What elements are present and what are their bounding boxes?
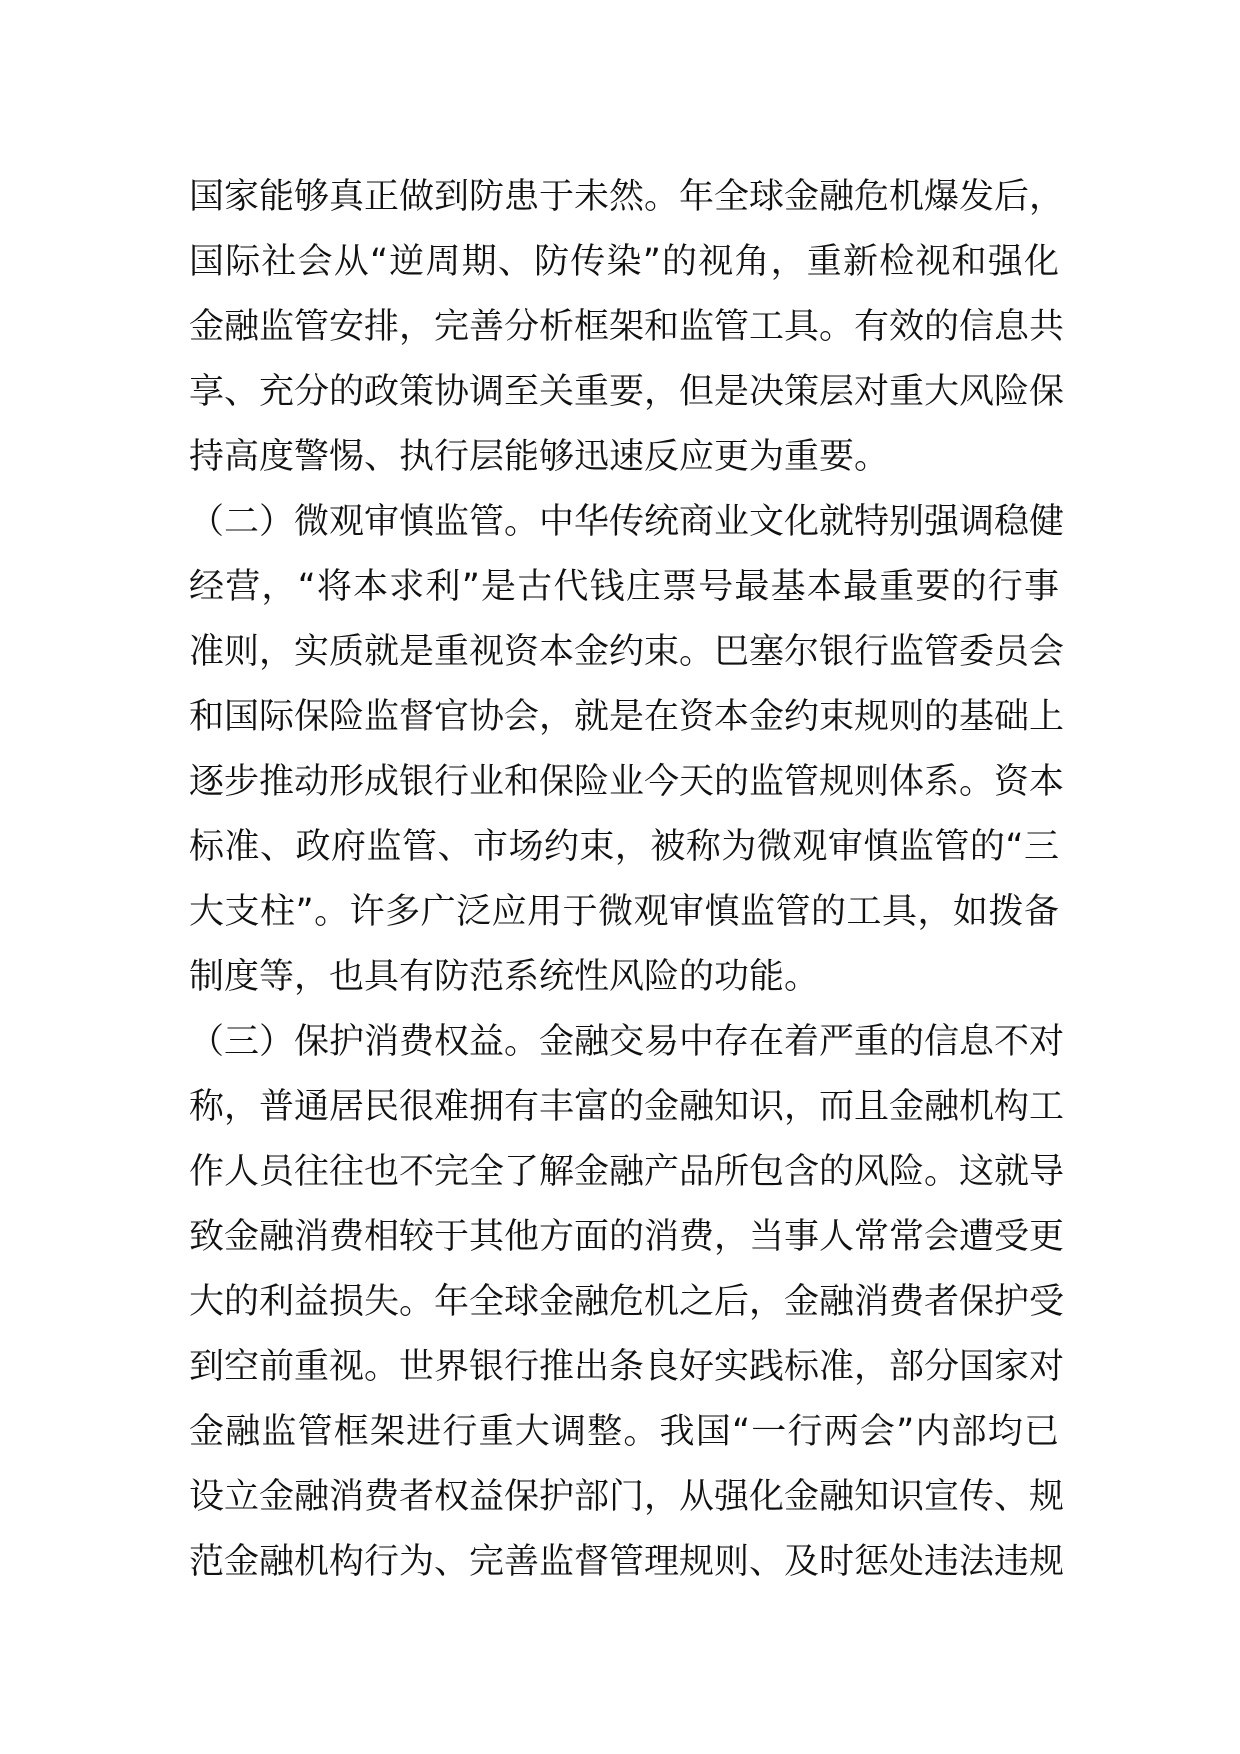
text-line-3: 金融监管安排，完善分析框架和监管工具。有效的信息共	[189, 307, 1065, 347]
text-line-19: 到空前重视。世界银行推出条良好实践标准，部分国家对	[189, 1347, 1065, 1387]
text-line-1: 国家能够真正做到防患于未然。年全球金融危机爆发后，	[189, 177, 1065, 217]
text-line-18: 大的利益损失。年全球金融危机之后，金融消费者保护受	[189, 1282, 1065, 1322]
text-line-11: 标准、政府监管、市场约束，被称为微观审慎监管的“三	[189, 827, 1059, 867]
text-line-14: （三）保护消费权益。金融交易中存在着严重的信息不对	[189, 1022, 1065, 1062]
text-line-4: 享、充分的政策协调至关重要，但是决策层对重大风险保	[189, 372, 1065, 412]
text-line-21: 设立金融消费者权益保护部门，从强化金融知识宣传、规	[189, 1477, 1065, 1517]
text-line-8: 准则，实质就是重视资本金约束。巴塞尔银行监管委员会	[189, 632, 1065, 672]
text-line-16: 作人员往往也不完全了解金融产品所包含的风险。这就导	[189, 1152, 1065, 1192]
text-line-9: 和国际保险监督官协会，就是在资本金约束规则的基础上	[189, 697, 1065, 737]
text-line-22: 范金融机构行为、完善监督管理规则、及时惩处违法违规	[189, 1542, 1065, 1582]
body-text	[189, 165, 1065, 1595]
text-line-17: 致金融消费相较于其他方面的消费，当事人常常会遭受更	[189, 1217, 1065, 1257]
text-line-10: 逐步推动形成银行业和保险业今天的监管规则体系。资本	[189, 762, 1065, 802]
text-line-12: 大支柱”。许多广泛应用于微观审慎监管的工具，如拨备	[189, 892, 1059, 932]
text-line-20: 金融监管框架进行重大调整。我国“一行两会”内部均已	[189, 1412, 1059, 1452]
text-line-5: 持高度警惕、执行层能够迅速反应更为重要。	[189, 437, 890, 477]
text-line-2: 国际社会从“逆周期、防传染”的视角，重新检视和强化	[189, 242, 1059, 282]
text-line-13: 制度等，也具有防范系统性风险的功能。	[189, 957, 820, 997]
text-line-15: 称，普通居民很难拥有丰富的金融知识，而且金融机构工	[189, 1087, 1065, 1127]
text-line-6: （二）微观审慎监管。中华传统商业文化就特别强调稳健	[189, 502, 1065, 542]
text-line-7: 经营，“将本求利”是古代钱庄票号最基本最重要的行事	[189, 567, 1059, 607]
